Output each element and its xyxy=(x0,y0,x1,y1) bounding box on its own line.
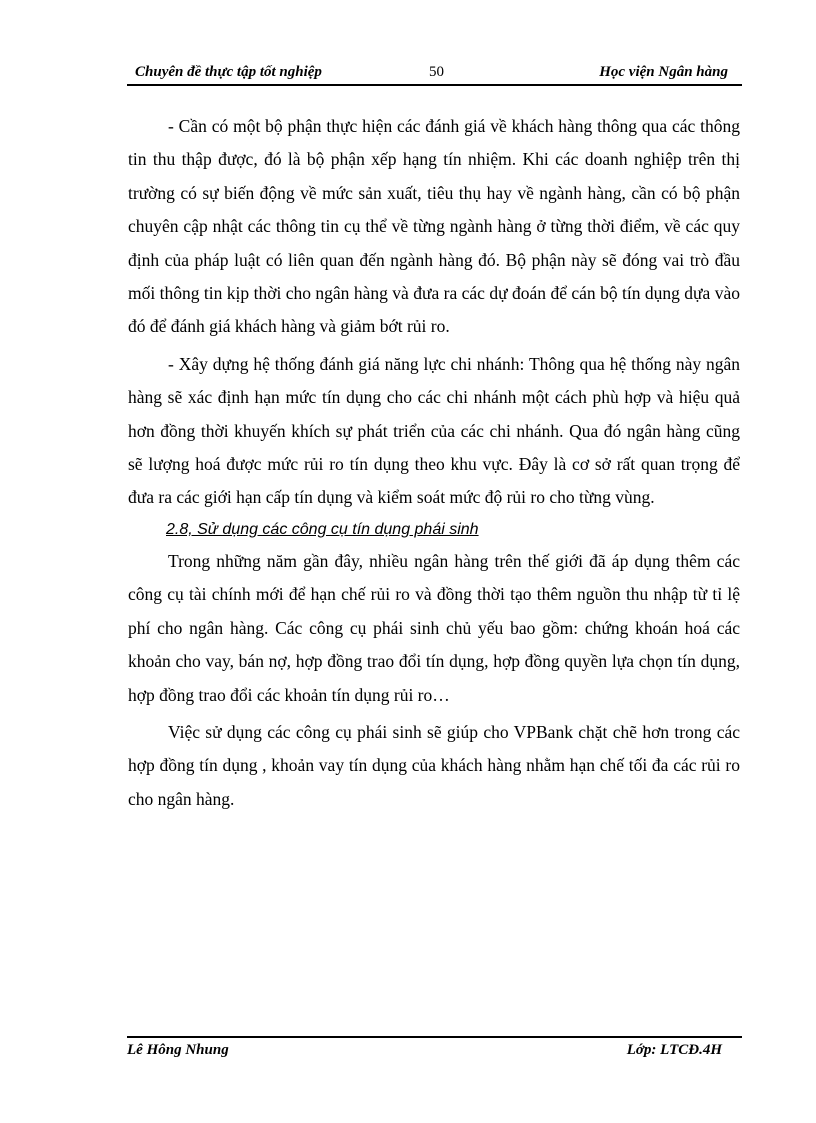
author-name: Lê Hông Nhung xyxy=(127,1042,229,1058)
page-header xyxy=(127,64,742,86)
paragraph-branch-assessment: - Xây dựng hệ thống đánh giá năng lực chi nhánh: Thông qua hệ thống này ngân hàng sẽ xác định hạn mức tín dụng cho các chi nhánh một cách phù hợp và hiệu quả hơn đồng thời khuyến khích sự phát triển của các chi nhánh. Qua đó ngân hàng cũng sẽ lượng hoá được mức rủi ro tín dụng theo khu vực. Đây là cơ sở rất quan trọng để đưa ra các giới hạn cấp tín dụng và kiểm soát mức độ rủi ro cho từng vùng. xyxy=(128,353,740,508)
page-body xyxy=(128,110,740,816)
page-number: 50 xyxy=(429,64,444,80)
footer-divider xyxy=(127,1036,742,1038)
class-label: Lớp: LTCĐ.4H xyxy=(626,1042,722,1058)
document-title: Chuyên đề thực tập tốt nghiệp xyxy=(135,64,322,80)
page-footer xyxy=(127,1042,742,1064)
paragraph-derivatives-intro: Trong những năm gần đây, nhiều ngân hàng trên thế giới đã áp dụng thêm các công cụ tài chính mới để hạn chế rủi ro và đồng thời tạo thêm nguồn thu nhập từ tỉ lệ phí cho ngân hàng. Các công cụ phái sinh chủ yếu bao gồm: chứng khoán hoá các khoản cho vay, bán nợ, hợp đồng trao đổi tín dụng, hợp đồng quyền lựa chọn tín dụng, hợp đồng trao đổi các khoản tín dụng rủi ro… xyxy=(128,550,740,705)
paragraph-rating-unit: - Cần có một bộ phận thực hiện các đánh giá về khách hàng thông qua các thông tin thu thập được, đó là bộ phận xếp hạng tín nhiệm. Khi các doanh nghiệp trên thị trường có sự biến động về mức sản xuất, tiêu thụ hay về ngành hàng, cần có bộ phận chuyên cập nhật các thông tin cụ thể về từng ngành hàng ở từng thời điểm, về các quy định của pháp luật có liên quan đến ngành hàng đó. Bộ phận này sẽ đóng vai trò đầu mối thông tin kịp thời cho ngân hàng và đưa ra các dự đoán để cán bộ tín dụng dựa vào đó để đánh giá khách hàng và giảm bớt rủi ro. xyxy=(128,116,740,337)
header-divider xyxy=(127,84,742,86)
institution-name: Học viện Ngân hàng xyxy=(599,64,728,80)
paragraph-derivatives-vpbank: Việc sử dụng các công cụ phái sinh sẽ giúp cho VPBank chặt chẽ hơn trong các hợp đồng tín dụng , khoản vay tín dụng của khách hàng nhằm hạn chế tối đa các rủi ro cho ngân hàng. xyxy=(128,721,740,809)
section-heading: 2.8, Sử dụng các công cụ tín dụng phái sinh xyxy=(166,520,479,538)
